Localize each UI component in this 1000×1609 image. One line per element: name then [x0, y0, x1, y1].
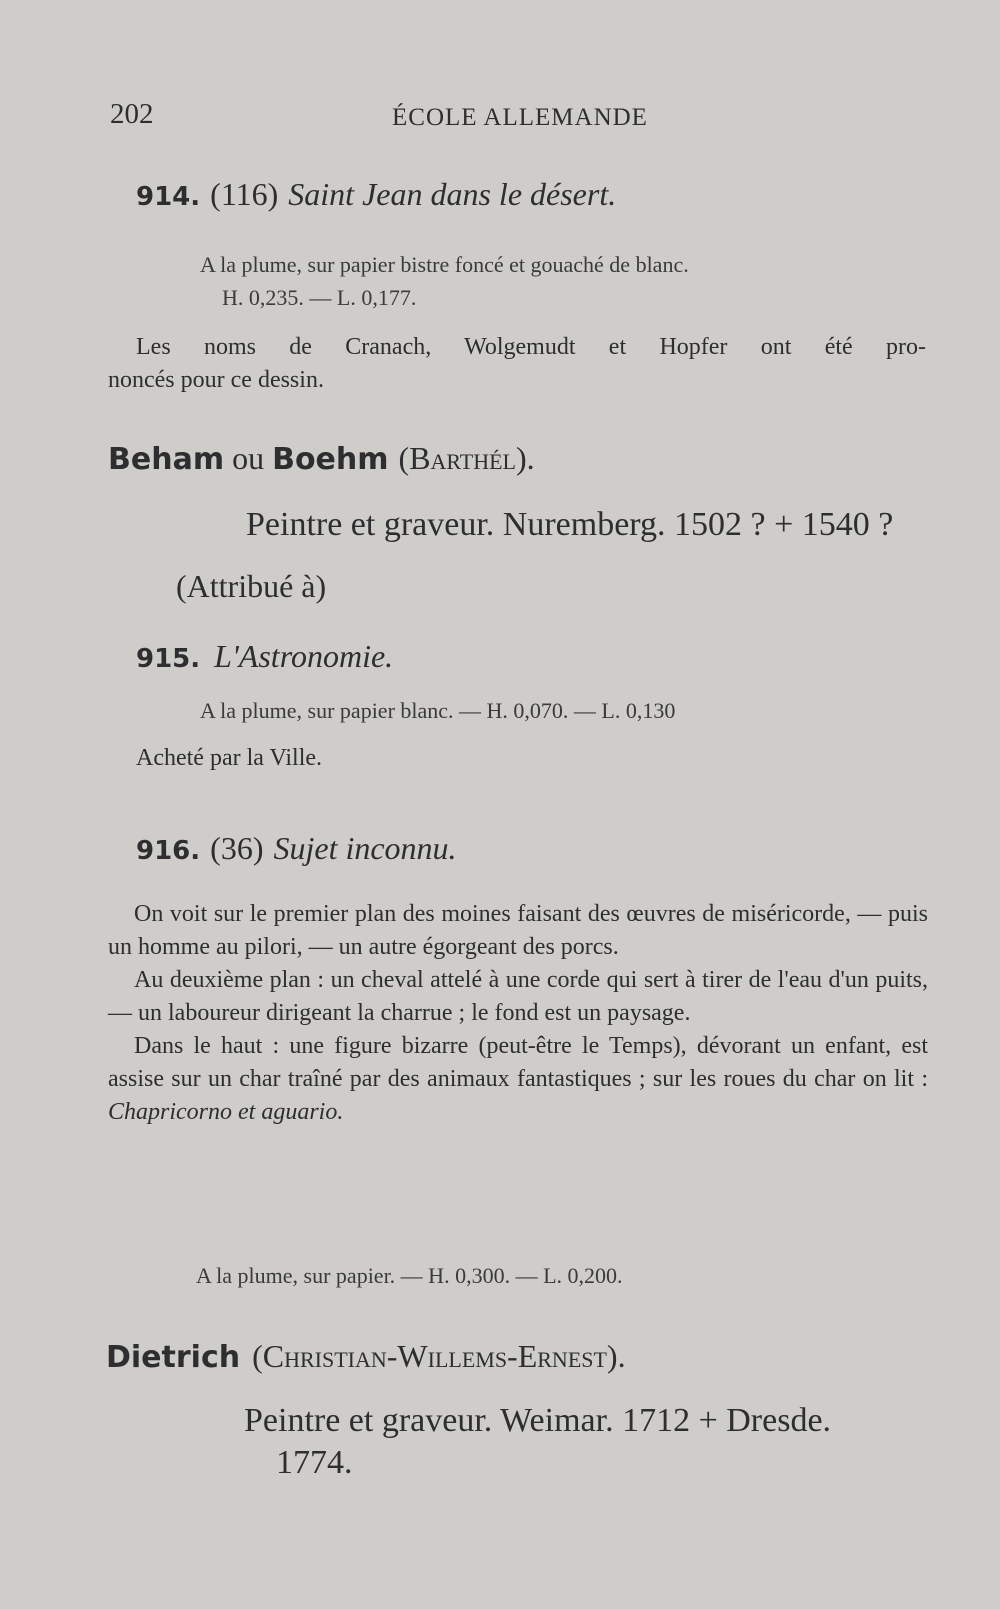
- description-paragraph-1: On voit sur le premier plan des moines faisant des œuvres de miséricorde, — puis un homme au pilori, — un autre égorgeant des porcs.: [108, 901, 928, 960]
- entry-number: 914.: [136, 182, 201, 212]
- paragraph-3-inscription: Chapricorno et aguario.: [108, 1099, 344, 1125]
- artist-name: Dietrich: [106, 1340, 241, 1375]
- artist-name: Beham: [108, 442, 225, 477]
- artist-beham-heading: [108, 440, 535, 477]
- artist-first-name: (Barthél).: [398, 440, 535, 476]
- artist-beham-attribution: (Attribué à): [176, 568, 327, 604]
- entry-ref: (36): [210, 830, 264, 866]
- artist-dietrich-bio-line1: Peintre et graveur. Weimar. 1712 + Dresde.: [244, 1402, 832, 1439]
- entry-915-medium: A la plume, sur papier blanc. — H. 0,070. — L. 0,130: [200, 698, 676, 723]
- entry-915-heading: [136, 638, 393, 675]
- entry-914-medium: A la plume, sur papier bistre foncé et gouaché de blanc.: [200, 252, 689, 277]
- artist-dietrich-bio-line2: 1774.: [276, 1444, 353, 1481]
- entry-916-description: [108, 898, 928, 1129]
- artist-first-name: (Christian-Willems-Ernest).: [252, 1338, 626, 1374]
- entry-ref: (116): [210, 176, 279, 212]
- artist-dietrich-heading: [106, 1338, 626, 1375]
- entry-title: L'Astronomie.: [214, 638, 394, 674]
- entry-title: Sujet inconnu.: [273, 830, 457, 866]
- entry-number: 916.: [136, 836, 201, 866]
- description-paragraph-2: Au deuxième plan : un cheval attelé à une corde qui sert à tirer de l'eau d'un puits, — un laboureur dirigeant la charrue ; le fond est un paysage.: [108, 967, 928, 1026]
- entry-916-heading: [136, 830, 457, 867]
- paragraph-3-text: Dans le haut : une figure bizarre (peut-être le Temps), dévorant un enfant, est assise sur un char traîné par des animaux fantastiques ; sur les roues du char on lit :: [108, 1033, 928, 1092]
- artist-beham-bio: Peintre et graveur. Nuremberg. 1502 ? + 1540 ?: [246, 506, 894, 543]
- artist-conj: ou: [232, 440, 265, 476]
- entry-914-note-line1: Les noms de Cranach, Wolgemudt et Hopfer ont été pro-: [136, 334, 926, 360]
- entry-914-note-line2: noncés pour ce dessin.: [108, 367, 324, 393]
- entry-916-medium: A la plume, sur papier. — H. 0,300. — L. 0,200.: [196, 1263, 623, 1288]
- entry-title: Saint Jean dans le désert.: [288, 176, 617, 212]
- entry-914-dimensions: H. 0,235. — L. 0,177.: [222, 285, 417, 310]
- running-title: ÉCOLE ALLEMANDE: [392, 104, 648, 131]
- description-paragraph-3: [108, 1030, 928, 1129]
- entry-915-provenance: Acheté par la Ville.: [136, 745, 323, 771]
- page-number: 202: [110, 98, 154, 130]
- entry-914-heading: [136, 176, 616, 213]
- artist-alt-name: Boehm: [272, 442, 389, 477]
- entry-number: 915.: [136, 644, 201, 674]
